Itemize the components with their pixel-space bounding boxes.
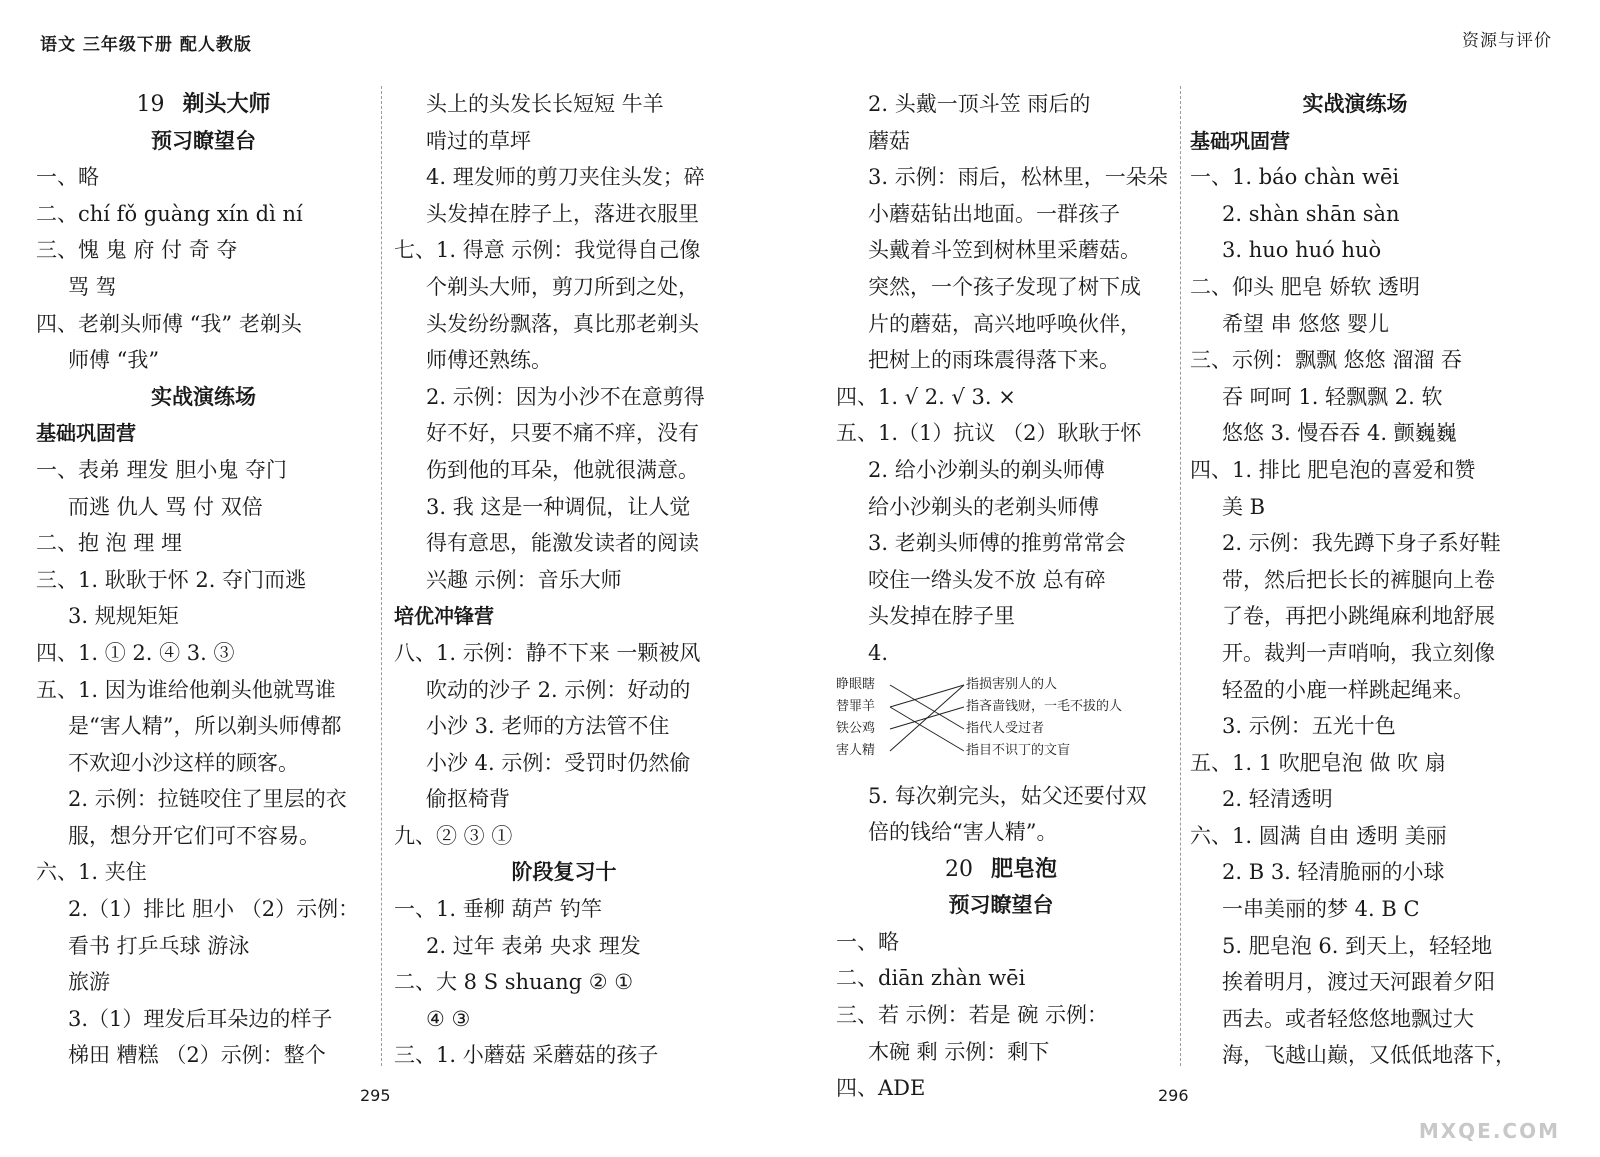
subsection-heading: 基础巩固营: [1190, 128, 1290, 153]
match-term: 睁眼瞎: [836, 676, 876, 692]
answer-line: 了卷，再把小跳绳麻利地舒展: [1222, 604, 1495, 629]
answer-line: 头戴着斗笠到树林里采蘑菇。: [868, 238, 1141, 263]
answer-line: 4. 理发师的剪刀夹住头发；碎: [426, 165, 705, 190]
answer-line: 二、仰头 肥皂 娇软 透明: [1190, 274, 1421, 299]
answer-line: 三、若 示例：若是 碗 示例：: [836, 1003, 1109, 1028]
answer-line: 六、1. 夹住: [36, 860, 147, 885]
answer-line: 4.: [868, 640, 889, 665]
column-divider: [381, 86, 382, 1066]
answer-line: 三、1. 小蘑菇 采蘑菇的孩子: [394, 1043, 659, 1068]
answer-line: 二、chí fǒ guàng xín dì ní: [36, 201, 303, 226]
answer-line: 3. huo huó huò: [1222, 238, 1382, 263]
answer-line: 西去。或者轻悠悠地飘过大: [1222, 1006, 1474, 1031]
match-right-definitions: [966, 674, 1166, 762]
answer-line: 5. 每次剃完头，姑父还要付双: [868, 783, 1147, 808]
answer-line: 轻盈的小鹿一样跳起绳来。: [1222, 677, 1474, 702]
series-title-header: 资源与评价: [1462, 31, 1552, 51]
answer-line: 一、略: [36, 165, 99, 190]
answer-line: 小蘑菇钻出地面。一群孩子: [868, 201, 1120, 226]
answer-line: 头发掉在脖子里: [868, 604, 1015, 629]
answer-line: 三、示例：飘飘 悠悠 溜溜 吞: [1190, 348, 1463, 373]
answer-line: 希望 串 悠悠 婴儿: [1222, 311, 1390, 336]
answer-line: 二、大 8 S shuang ② ①: [394, 970, 634, 995]
answer-line: 头上的头发长长短短 牛羊: [426, 92, 664, 116]
answer-line: 不欢迎小沙这样的顾客。: [68, 750, 299, 775]
answer-line: 六、1. 圆满 自由 透明 美丽: [1190, 823, 1447, 848]
answer-line: 头发纷纷飘落，真比那老剃头: [426, 311, 699, 336]
answer-line: 3.（1）理发后耳朵边的样子: [68, 1006, 333, 1031]
answer-line: 四、ADE: [836, 1076, 926, 1101]
answer-line: 五、1. 因为谁给他剃头他就骂谁: [36, 677, 336, 702]
book-info-header: 语文 三年级下册 配人教版: [40, 35, 252, 55]
answer-line: 好不好，只要不痛不痒，没有: [426, 421, 699, 446]
answer-line: 四、1. 排比 肥皂泡的喜爱和赞: [1190, 457, 1476, 482]
answer-line: 小沙 4. 示例：受罚时仍然偷: [426, 750, 691, 775]
answer-line: 悠悠 3. 慢吞吞 4. 颤巍巍: [1222, 421, 1457, 446]
answer-line: 2. B 3. 轻清脆丽的小球: [1222, 860, 1445, 885]
answer-line: 2. 示例：我先蹲下身子系好鞋: [1222, 531, 1501, 556]
answer-line: 把树上的雨珠震得落下来。: [868, 348, 1120, 373]
answer-line: 梯田 糟糕 （2）示例：整个: [68, 1043, 326, 1068]
answer-line: 2. 示例：因为小沙不在意剪得: [426, 384, 705, 409]
answer-line: 一、表弟 理发 胆小鬼 夺门: [36, 457, 288, 482]
answer-line: 五、1.（1）抗议 （2）耿耿于怀: [836, 421, 1142, 446]
answer-line: 咬住一绺头发不放 总有碎: [868, 567, 1106, 592]
match-definition: 指目不识丁的文盲: [966, 742, 1071, 758]
subsection-heading: 培优冲锋营: [394, 604, 494, 629]
answer-line: 个剃头大师，剪刀所到之处，: [426, 274, 699, 299]
answer-line: 四、老剃头师傅 “我” 老剃头: [36, 311, 302, 336]
answer-line: 旅游: [68, 970, 110, 995]
page-number-right: 296: [1158, 1086, 1189, 1105]
answer-line: 3. 我 这是一种调侃，让人觉: [426, 494, 691, 519]
match-lines: [888, 674, 966, 766]
answer-column-1: [36, 86, 371, 1086]
answer-column-3: [836, 86, 1168, 1101]
answer-line: 七、1. 得意 示例：我觉得自己像: [394, 238, 701, 263]
answer-line: 兴趣 示例：音乐大师: [426, 567, 622, 592]
match-left-terms: [836, 674, 888, 762]
subsection-heading: 基础巩固营: [36, 421, 136, 446]
section-heading: 预习瞭望台: [948, 892, 1054, 918]
answer-line: 3. 老剃头师傅的推剪常常会: [868, 531, 1126, 556]
answer-column-4: [1190, 86, 1520, 1086]
match-line: [890, 707, 964, 751]
answer-line: 海，飞越山巅，又低低地落下，: [1222, 1043, 1516, 1068]
answer-line: 一、1. báo chàn wēi: [1190, 165, 1400, 190]
answer-line: 服，想分开它们可不容易。: [68, 823, 320, 848]
answer-line: 突然，一个孩子发现了树下成: [868, 274, 1141, 299]
answer-column-2: [394, 86, 734, 1086]
answer-line: 三、1. 耿耿于怀 2. 夺门而逃: [36, 567, 307, 592]
answer-line: 八、1. 示例：静不下来 一颗被风: [394, 640, 701, 665]
answer-line: 挨着明月，渡过天河跟着夕阳: [1222, 970, 1495, 995]
answer-line: 蘑菇: [868, 128, 910, 153]
answer-line: 给小沙剃头的老剃头师傅: [868, 494, 1099, 519]
match-term: 害人精: [836, 742, 876, 758]
answer-line: 2. 给小沙剃头的剃头师傅: [868, 457, 1105, 482]
answer-line: 吞 呵呵 1. 轻飘飘 2. 软: [1222, 384, 1443, 409]
answer-line: 2.（1）排比 胆小 （2）示例：: [68, 897, 360, 922]
answer-line: 吹动的沙子 2. 示例：好动的: [426, 677, 691, 702]
answer-line: 木碗 剩 示例：剩下: [868, 1039, 1050, 1064]
site-watermark: MXQE.COM: [1418, 1119, 1560, 1143]
match-line: [890, 685, 964, 729]
answer-line: 九、② ③ ①: [394, 823, 513, 848]
answer-line: 带，然后把长长的裤腿向上卷: [1222, 567, 1495, 592]
answer-line: 2. shàn shān sàn: [1222, 201, 1400, 226]
answer-line: 开。裁判一声哨响，我立刻像: [1222, 640, 1495, 665]
answer-line: 四、1. ① 2. ④ 3. ③: [36, 640, 235, 665]
matching-diagram: [836, 674, 1166, 774]
answer-line: 2. 过年 表弟 央求 理发: [426, 933, 641, 958]
answer-line: 5. 肥皂泡 6. 到天上，轻轻地: [1222, 933, 1493, 958]
answer-line: 伤到他的耳朵，他就很满意。: [426, 457, 699, 482]
section-heading: 实战演练场: [151, 383, 256, 409]
answer-line: 2. 轻清透明: [1222, 787, 1333, 812]
answer-line: 倍的钱给“害人精”。: [868, 820, 1058, 845]
section-heading: 阶段复习十: [511, 859, 617, 885]
answer-line: 一串美丽的梦 4. B C: [1222, 897, 1420, 922]
column-divider: [1180, 86, 1181, 1066]
answer-line: 而逃 仇人 骂 付 双倍: [68, 494, 263, 519]
answer-line: 是“害人精”，所以剃头师傅都: [68, 714, 342, 739]
match-line: [890, 685, 964, 707]
answer-line: 二、抱 泡 理 埋: [36, 531, 183, 556]
answer-line: 偷抠椅背: [426, 787, 510, 812]
answer-line: 小沙 3. 老师的方法管不住: [426, 714, 670, 739]
answer-line: 一、略: [836, 929, 899, 954]
section-heading: 实战演练场: [1302, 91, 1408, 116]
answer-line: 骂 驾: [68, 274, 117, 299]
answer-line: 2. 示例：拉链咬住了里层的衣: [68, 787, 347, 812]
answer-line: 得有意思，能激发读者的阅读: [426, 531, 699, 556]
answer-line: 看书 打乒乓球 游泳: [68, 933, 250, 958]
lesson-title: 19 剃头大师: [136, 91, 271, 117]
match-definition: 指损害别人的人: [966, 676, 1058, 692]
match-line: [890, 685, 964, 751]
answer-line: 3. 规规矩矩: [68, 604, 179, 629]
lesson-title: 20 肥皂泡: [944, 855, 1057, 882]
answer-line: 头发掉在脖子上，落进衣服里: [426, 201, 699, 226]
answer-line: 四、1. √ 2. √ 3. ×: [836, 384, 1016, 409]
answer-line: 片的蘑菇，高兴地呼唤伙伴，: [868, 311, 1141, 336]
match-definition: 指代人受过者: [966, 720, 1045, 736]
answer-line: 一、1. 垂柳 葫芦 钓竿: [394, 897, 603, 922]
answer-line: 二、diān zhàn wēi: [836, 966, 1026, 991]
match-term: 铁公鸡: [836, 720, 876, 736]
answer-line: 师傅 “我”: [68, 348, 160, 373]
answer-line: 五、1. 1 吹肥皂泡 做 吹 扇: [1190, 750, 1446, 775]
answer-line: ④ ③: [426, 1006, 471, 1031]
answer-line: 师傅还熟练。: [426, 348, 552, 373]
page-number-left: 295: [360, 1086, 391, 1105]
answer-line: 三、愧 鬼 府 付 奇 夺: [36, 238, 238, 263]
answer-line: 2. 头戴一顶斗笠 雨后的: [868, 92, 1091, 116]
answer-line: 美 B: [1222, 494, 1266, 519]
match-term: 替罪羊: [836, 698, 876, 714]
answer-line: 啃过的草坪: [426, 128, 531, 153]
answer-line: 3. 示例：雨后，松林里，一朵朵: [868, 165, 1168, 190]
match-definition: 指吝啬钱财，一毛不拔的人: [966, 698, 1123, 714]
answer-line: 3. 示例：五光十色: [1222, 714, 1396, 739]
section-heading: 预习瞭望台: [151, 127, 256, 153]
